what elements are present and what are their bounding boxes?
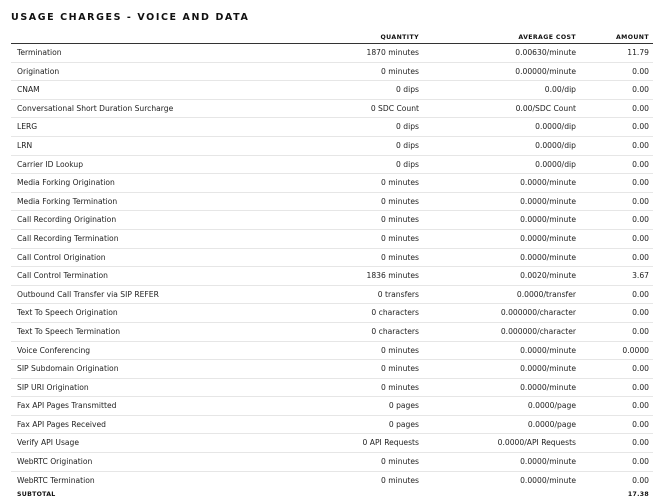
row-quantity: 0 characters (371, 308, 419, 318)
table-row (11, 285, 653, 304)
row-average-cost: 0.0000/dip (535, 122, 576, 132)
row-description: Call Control Origination (17, 252, 106, 262)
row-average-cost: 0.00/dip (544, 85, 576, 95)
header-amount: AMOUNT (615, 34, 649, 41)
row-amount: 0.00 (632, 159, 649, 169)
usage-charges-table (11, 32, 653, 501)
row-average-cost: 0.000000/character (500, 326, 576, 336)
table-row (11, 397, 653, 416)
row-amount: 0.00 (632, 140, 649, 150)
row-average-cost: 0.0000/page (527, 419, 576, 429)
row-average-cost: 0.0000/minute (520, 345, 576, 355)
row-average-cost: 0.0000/minute (520, 215, 576, 225)
row-description: CNAM (17, 85, 40, 95)
row-description: Text To Speech Origination (17, 308, 118, 318)
row-amount: 0.00 (632, 233, 649, 243)
table-row (11, 136, 653, 155)
row-quantity: 0 minutes (381, 215, 419, 225)
row-quantity: 1870 minutes (366, 48, 419, 57)
row-amount: 0.00 (632, 382, 649, 392)
table-row (11, 62, 653, 81)
table-row (11, 211, 653, 230)
row-average-cost: 0.0000/API Requests (497, 438, 576, 448)
table-row (11, 81, 653, 100)
subtotal-quantity-empty (298, 489, 423, 501)
table-row (11, 471, 653, 489)
row-amount: 0.00 (632, 289, 649, 299)
row-quantity: 0 SDC Count (370, 103, 419, 113)
row-average-cost: 0.000000/character (500, 308, 576, 318)
header-average-cost: AVERAGE COST (518, 34, 576, 41)
table-row (11, 378, 653, 397)
table-row (11, 99, 653, 118)
row-description: Fax API Pages Received (17, 419, 106, 429)
row-average-cost: 0.00630/minute (515, 48, 576, 57)
row-amount: 0.00 (632, 252, 649, 262)
row-amount: 0.00 (632, 364, 649, 374)
row-average-cost: 0.0000/minute (520, 178, 576, 188)
subtotal-row (11, 489, 653, 501)
row-description: Conversational Short Duration Surcharge (17, 103, 174, 113)
row-description: Voice Conferencing (17, 345, 91, 355)
table-row (11, 192, 653, 211)
row-quantity: 0 API Requests (362, 438, 419, 448)
row-amount: 0.00 (632, 196, 649, 206)
header-quantity: QUANTITY (380, 34, 419, 41)
table-row (11, 434, 653, 453)
row-quantity: 0 minutes (381, 382, 419, 392)
row-amount: 3.67 (632, 271, 649, 281)
subtotal-amount: 17.38 (627, 491, 649, 499)
row-quantity: 0 minutes (381, 345, 419, 355)
table-body (11, 44, 653, 490)
row-amount: 0.00 (632, 215, 649, 225)
row-quantity: 0 minutes (381, 233, 419, 243)
row-average-cost: 0.0020/minute (520, 271, 576, 281)
table-row (11, 341, 653, 360)
row-quantity: 0 dips (396, 140, 419, 150)
row-amount: 0.00 (632, 103, 649, 113)
row-description: Call Recording Origination (17, 215, 117, 225)
row-average-cost: 0.0000/minute (520, 252, 576, 262)
header-description (11, 32, 298, 44)
row-description: Fax API Pages Transmitted (17, 401, 117, 411)
row-amount: 0.00 (632, 85, 649, 95)
row-average-cost: 0.0000/minute (520, 382, 576, 392)
row-quantity: 0 transfers (377, 289, 419, 299)
row-quantity: 0 characters (371, 326, 419, 336)
row-description: WebRTC Termination (17, 475, 95, 485)
row-amount: 0.00 (632, 438, 649, 448)
row-amount: 0.00 (632, 122, 649, 132)
row-description: Termination (17, 48, 62, 57)
row-description: LRN (17, 140, 33, 150)
table-row (11, 322, 653, 341)
row-average-cost: 0.0000/minute (520, 475, 576, 485)
row-average-cost: 0.0000/minute (520, 233, 576, 243)
table-row (11, 155, 653, 174)
row-average-cost: 0.0000/dip (535, 140, 576, 150)
section-title: USAGE CHARGES - VOICE AND DATA (11, 12, 250, 23)
row-description: Media Forking Origination (17, 178, 115, 188)
table-row (11, 453, 653, 472)
row-amount: 0.00 (632, 419, 649, 429)
row-average-cost: 0.0000/page (527, 401, 576, 411)
row-description: Carrier ID Lookup (17, 159, 84, 169)
row-quantity: 0 dips (396, 122, 419, 132)
row-quantity: 0 minutes (381, 66, 419, 76)
row-amount: 0.00 (632, 66, 649, 76)
table-row (11, 267, 653, 286)
row-amount: 11.79 (627, 48, 649, 57)
row-quantity: 0 minutes (381, 457, 419, 467)
table-row (11, 415, 653, 434)
row-average-cost: 0.00/SDC Count (515, 103, 576, 113)
row-description: Call Control Termination (17, 271, 108, 281)
row-description: LERG (17, 122, 38, 132)
row-description: WebRTC Origination (17, 457, 93, 467)
row-quantity: 0 pages (388, 419, 419, 429)
row-description: Text To Speech Termination (17, 326, 121, 336)
row-description: Media Forking Termination (17, 196, 118, 206)
row-description: SIP Subdomain Origination (17, 364, 119, 374)
table-row (11, 44, 653, 63)
row-average-cost: 0.0000/transfer (516, 289, 576, 299)
row-average-cost: 0.0000/dip (535, 159, 576, 169)
row-description: SIP URI Origination (17, 382, 89, 392)
row-quantity: 0 dips (396, 85, 419, 95)
row-description: Verify API Usage (17, 438, 80, 448)
row-description: Call Recording Termination (17, 233, 119, 243)
row-description: Origination (17, 66, 60, 76)
table-header-row (11, 32, 653, 44)
row-quantity: 0 pages (388, 401, 419, 411)
table-row (11, 248, 653, 267)
row-quantity: 1836 minutes (366, 271, 419, 281)
row-amount: 0.00 (632, 457, 649, 467)
row-quantity: 0 minutes (381, 196, 419, 206)
row-amount: 0.00 (632, 401, 649, 411)
row-average-cost: 0.00000/minute (515, 66, 576, 76)
subtotal-label: SUBTOTAL (17, 491, 56, 499)
row-amount: 0.00 (632, 178, 649, 188)
table-row (11, 118, 653, 137)
row-description: Outbound Call Transfer via SIP REFER (17, 289, 159, 299)
table-row (11, 304, 653, 323)
row-amount: 0.00 (632, 308, 649, 318)
table-row (11, 174, 653, 193)
row-quantity: 0 dips (396, 159, 419, 169)
row-amount: 0.00 (632, 475, 649, 485)
row-average-cost: 0.0000/minute (520, 196, 576, 206)
row-quantity: 0 minutes (381, 178, 419, 188)
row-amount: 0.0000 (622, 345, 649, 355)
row-average-cost: 0.0000/minute (520, 457, 576, 467)
subtotal-cost-empty (423, 489, 580, 501)
table-row (11, 360, 653, 379)
row-amount: 0.00 (632, 326, 649, 336)
row-quantity: 0 minutes (381, 475, 419, 485)
row-quantity: 0 minutes (381, 252, 419, 262)
table-row (11, 229, 653, 248)
row-quantity: 0 minutes (381, 364, 419, 374)
row-average-cost: 0.0000/minute (520, 364, 576, 374)
